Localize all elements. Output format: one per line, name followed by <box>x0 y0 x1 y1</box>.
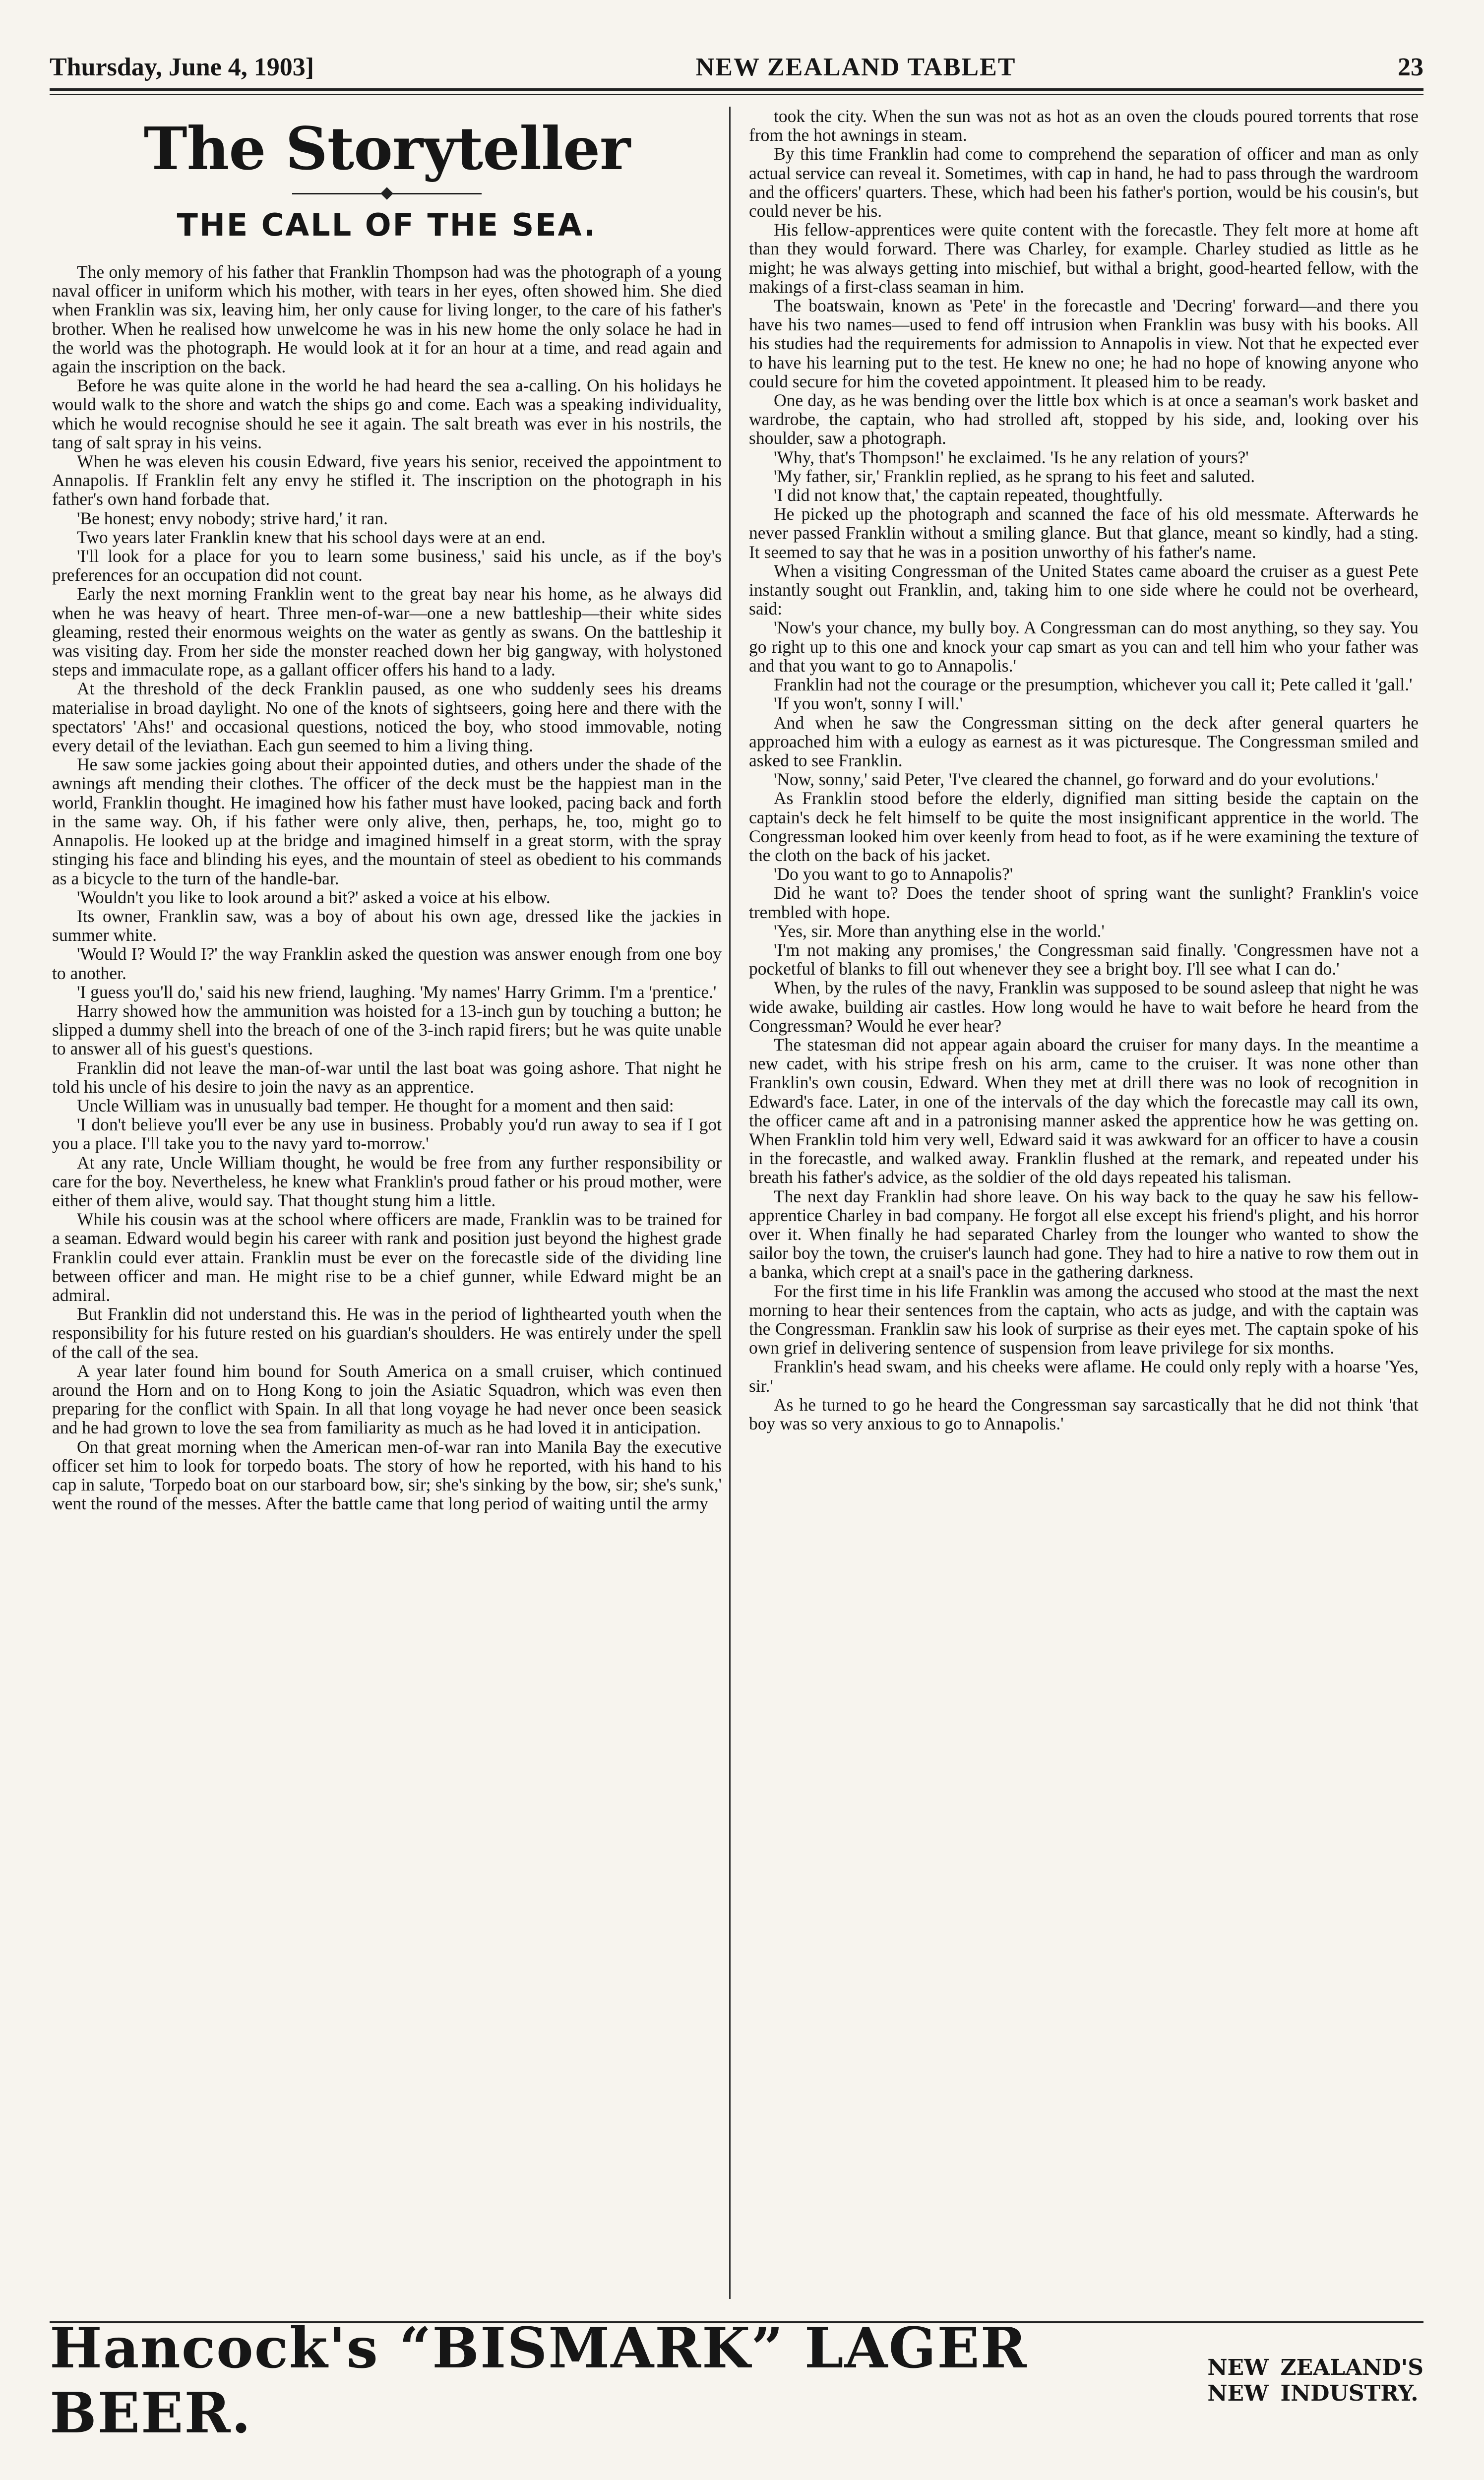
ornament-line <box>392 193 482 194</box>
left-body <box>52 262 722 1513</box>
paragraph: At any rate, Uncle William thought, he would be free from any further responsibility or care for the boy. Nevertheless, he knew what Franklin's proud father or his proud mother, were either of them alive, would say. That thought stung him a little. <box>52 1152 722 1210</box>
paragraph: The next day Franklin had shore leave. On his way back to the quay he saw his fellow-apprentice Charley in bad company. He forgot all else except his friend's plight, and his horror over it. When finally he had separated Charley from the lounger who wanted to show the sailor boy the town, the cruiser's launch had gone. They had to hire a native to row them out in a banka, which crept at a snail's pace in the gathering darkness. <box>749 1186 1419 1282</box>
ad-side-text: INDUSTRY. <box>1280 2381 1419 2406</box>
ornament-line <box>292 193 381 194</box>
paragraph: 'Wouldn't you like to look around a bit?' asked a voice at his elbow. <box>77 887 551 907</box>
paragraph: Two years later Franklin knew that his school days were at an end. <box>77 527 546 547</box>
header-rule <box>50 88 1423 91</box>
page-header <box>50 22 1423 82</box>
paragraph: Harry showed how the ammunition was hoisted for a 13-inch gun by touching a button; he slipped a dummy shell into the breach of one of the 3-inch rapid firers; but he was quite unable to answer all of his guest's questions. <box>52 1000 722 1059</box>
paragraph: 'I don't believe you'll ever be any use in business. Probably you'd run away to sea if I got you a place. I'll take you to the navy yard to-morrow.' <box>52 1115 722 1154</box>
paragraph: Franklin did not leave the man-of-war until the last boat was going ashore. That night he told his uncle of his desire to join the navy as an apprentice. <box>52 1057 722 1097</box>
paragraph: Franklin's head swam, and his cheeks were aflame. He could only reply with a hoarse 'Yes, sir.' <box>749 1357 1419 1396</box>
paragraph: 'Do you want to go to Annapolis?' <box>774 864 1013 884</box>
paragraph: 'Why, that's Thompson!' he exclaimed. 'Is he any relation of yours?' <box>774 447 1249 467</box>
paragraph: Franklin had not the courage or the presumption, whichever you call it; Pete called it 'gall.' <box>774 675 1413 695</box>
ad-headline: Hancock's “BISMARK” LAGER BEER. <box>50 2316 1028 2446</box>
paragraph: His fellow-apprentices were quite content with the forecastle. They felt more at home aft than they would forward. There was Charley, for example. Charley studied as little as he might; he was always getting into mischief, but withal a bright, good-hearted fellow, with the makings of a first-class seaman in him. <box>749 220 1419 297</box>
paragraph: When, by the rules of the navy, Franklin was supposed to be sound asleep that night he was wide awake, building air castles. How long would he have to wait before he heard from the Congressman? Would he ever hear? <box>749 978 1419 1036</box>
publication-name: NEW ZEALAND TABLET <box>695 53 1016 81</box>
ad-side-text: NEW <box>1207 2355 1269 2380</box>
paragraph: 'I'm not making any promises,' the Congressman said finally. 'Congressmen have not a pocketful of blanks to fill out whenever they see a bright boy. I'll see what I can do.' <box>749 939 1419 979</box>
paragraph: One day, as he was bending over the little box which is at once a seaman's work basket and wardrobe, the captain, who had strolled aft, stopped by his side, and, looking over his shoulder, saw a photograph. <box>749 390 1419 448</box>
paragraph: Before he was quite alone in the world he had heard the sea a-calling. On his holidays he would walk to the shore and watch the ships go and come. Each was a speaking individuality, which he would recognise should he see it again. The salt breath was ever in his nostrils, the tang of salt spray in his veins. <box>52 375 722 452</box>
paragraph: As Franklin stood before the elderly, dignified man sitting beside the captain on the captain's deck he felt himself to be quite the most insignificant apprentice in the world. The Congressman looked him over keenly from head to foot, as if he were examining the texture of the cloth on the back of his jacket. <box>749 788 1419 865</box>
paragraph: By this time Franklin had come to comprehend the separation of officer and man as only actual service can reveal it. Sometimes, with cap in hand, he had to pass through the wardroom and the officers' quarters. These, which had been his father's portion, would be his cousin's, but could never be his. <box>749 144 1419 221</box>
right-body <box>749 107 1419 1433</box>
right-column <box>749 107 1419 2299</box>
paragraph: And when he saw the Congressman sitting on the deck after general quarters he approached him with a eulogy as earnest as it was picturesque. The Congressman smiled and asked to see Franklin. <box>749 712 1419 770</box>
paragraph: took the city. When the sun was not as hot as an oven the clouds poured torrents that rose from the hot awnings in steam. <box>749 107 1419 145</box>
paragraph: Its owner, Franklin saw, was a boy of about his own age, dressed like the jackies in summer white. <box>52 906 722 945</box>
paragraph: The statesman did not appear again aboard the cruiser for many days. In the meantime a new cadet, with his stripe fresh on his arm, came to the cruiser. It was none other than Franklin's own cousin, Edward. When they met at drill there was no look of recognition in Edward's face. Later, in one of the intervals of the day which the forecastle may call its own, the officer came aft and in a patronising manner asked the apprentice how he was getting on. When Franklin told him very well, Edward said it was awkward for an officer to have a cousin in the forecastle, and walked away. Franklin flushed at the remark, and repeated under his breath his father's advice, as the soldier of the old days repeated his talisman. <box>749 1034 1419 1187</box>
header-rule-thin <box>50 94 1423 95</box>
paragraph: 'My father, sir,' Franklin replied, as he sprang to his feet and saluted. <box>774 466 1255 486</box>
issue-date: Thursday, June 4, 1903] <box>50 53 314 81</box>
column-divider <box>729 107 731 2299</box>
ornament-divider <box>52 189 722 198</box>
paragraph: When he was eleven his cousin Edward, five years his senior, received the appointment to Annapolis. If Franklin felt any envy he stifled it. The inscription on the photograph in his father's own hand forbade that. <box>52 451 722 509</box>
story-title: THE CALL OF THE SEA. <box>177 207 597 243</box>
paragraph: But Franklin did not understand this. He was in the period of lighthearted youth when the responsibility for his future rested on his guardian's shoulders. He was entirely under the spell of the call of the sea. <box>52 1304 722 1362</box>
column-title: The Storyteller <box>143 114 630 183</box>
paragraph: For the first time in his life Franklin was among the accused who stood at the mast the next morning to hear their sentences from the captain, who acts as judge, and with the captain was the Congressman. Franklin saw his look of surprise as their eyes met. The captain spoke of his own grief in delivering sentence of suspension from leave privilege for six months. <box>749 1281 1419 1358</box>
diamond-icon <box>380 187 393 199</box>
paragraph: The only memory of his father that Franklin Thompson had was the photograph of a young naval officer in uniform which his mother, with tears in her eyes, often showed him. She died when Franklin was six, leaving him, her only cause for living longer, to the care of his father's brother. When he realised how unwelcome he was in his new home the only solace he had in the world was the photograph. He would look at it for an hour at a time, and read again and again the inscription on the back. <box>52 262 722 377</box>
paragraph: While his cousin was at the school where officers are made, Franklin was to be trained for a seaman. Edward would begin his career with rank and position just beyond the highest grade Franklin could ever attain. Franklin must be ever on the forecastle side of the dividing line between officer and man. He might rise to be a chief gunner, while Edward might be an admiral. <box>52 1209 722 1305</box>
paragraph: As he turned to go he heard the Congressman say sarcastically that he did not think 'that boy was so very anxious to go to Annapolis.' <box>749 1394 1419 1434</box>
paragraph: Uncle William was in unusually bad temper. He thought for a moment and then said: <box>77 1095 674 1116</box>
paragraph: 'Be honest; envy nobody; strive hard,' it ran. <box>77 508 388 528</box>
paragraph: When a visiting Congressman of the United States came aboard the cruiser as a guest Pete instantly sought out Franklin, and, taking him to one side where he could not be overheard, said: <box>749 560 1419 619</box>
paragraph: At the threshold of the deck Franklin paused, as one who suddenly sees his dreams materialise in broad daylight. No one of the knots of sightseers, going here and there with the spectators' 'Ahs!' and occasional questions, noticed the boy, who stood immovable, noting every detail of the leviathan. Each gun seemed to him a living thing. <box>52 679 722 756</box>
paragraph: 'I guess you'll do,' said his new friend, laughing. 'My names' Harry Grimm. I'm a 'prentice.' <box>77 982 717 1002</box>
paragraph: 'Yes, sir. More than anything else in the world.' <box>774 921 1105 941</box>
paragraph: He picked up the photograph and scanned the face of his old messmate. Afterwards he never passed Franklin without a smiling glance. But that glance, meant so kindly, had a sting. It seemed to say that he was in a position unworthy of his father's name. <box>749 504 1419 562</box>
paragraph: Did he want to? Does the tender shoot of spring want the sunlight? Franklin's voice trembled with hope. <box>749 883 1419 922</box>
advertisement <box>50 2316 1423 2446</box>
paragraph: Early the next morning Franklin went to the great bay near his home, as he always did when he was heavy of heart. Three men-of-war—one a new battleship—their white sides gleaming, rested their enormous weights on the water as gently as swans. On the battleship it was visiting day. From her side the monster reached down her big gangway, with holystoned steps and immaculate rope, as a gallant officer offers his hand to a lady. <box>52 584 722 680</box>
page-number: 23 <box>1398 53 1423 81</box>
paragraph: 'Now, sonny,' said Peter, 'I've cleared the channel, go forward and do your evolutions.' <box>774 769 1378 790</box>
ad-side-text: ZEALAND'S <box>1280 2355 1423 2380</box>
paragraph: 'Now's your chance, my bully boy. A Congressman can do most anything, so they say. You go right up to this one and knock your cap smart as you can and tell him who your father was and that you want to go to Annapolis.' <box>749 618 1419 676</box>
paragraph: A year later found him bound for South America on a small cruiser, which continued around the Horn and on to Hong Kong to join the Asiatic Squadron, which was even then preparing for the conflict with Spain. In all that long voyage he had never once been seasick and he had grown to love the sea from familiarity as much as he had loved it in anticipation. <box>52 1361 722 1438</box>
paragraph: 'Would I? Would I?' the way Franklin asked the question was answer enough from one boy to another. <box>52 944 722 983</box>
paragraph: 'I did not know that,' the captain repeated, thoughtfully. <box>774 485 1163 505</box>
ad-side-text: NEW <box>1207 2381 1269 2406</box>
paragraph: On that great morning when the American men-of-war ran into Manila Bay the executive officer set him to look for torpedo boats. The story of how he reported, with his hand to his cap in salute, 'Torpedo boat on our starboard bow, sir; she's sinking by the bow, sir; she's sunk,' went the round of the messes. After the battle came that long period of waiting until the army <box>52 1436 722 1514</box>
ad-sidebar <box>1207 2355 1423 2407</box>
paragraph: 'I'll look for a place for you to learn some business,' said his uncle, as if the boy's preferences for an occupation did not count. <box>52 546 722 585</box>
paragraph: 'If you won't, sonny I will.' <box>774 693 963 714</box>
paragraph: He saw some jackies going about their appointed duties, and others under the shade of the awnings aft mending their clothes. The officer of the deck must be the happiest man in the world, Franklin thought. He imagined how his father must have looked, pacing back and forth in the same way. Oh, if his father were only alive, then, perhaps, he, too, might go to Annapolis. He looked up at the bridge and imagined himself in a great storm, with the spray stinging his face and blinding his eyes, and the mountain of steel as obedient to his commands as a bicycle to the turn of the handle-bar. <box>52 754 722 888</box>
paragraph: The boatswain, known as 'Pete' in the forecastle and 'Decring' forward—and there you have his two names—used to fend off intrusion when Franklin was busy with his books. All his studies had the requirements for admission to Annapolis in view. Not that he expected ever to have his learning put to the test. He knew no one; he had no hope of knowing anyone who could secure for him the coveted appointment. It pleased him to be ready. <box>749 296 1419 391</box>
left-column <box>52 107 722 2299</box>
